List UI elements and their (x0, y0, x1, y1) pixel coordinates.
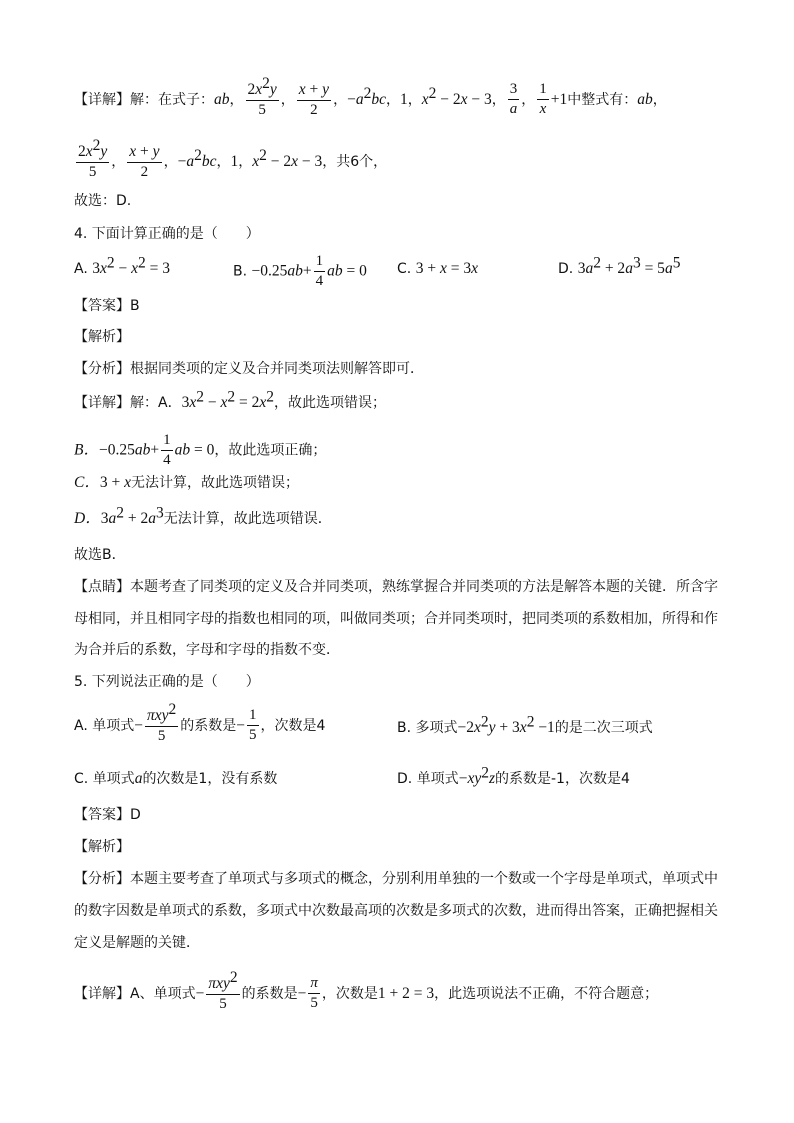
detail-mid: 中整式有： (567, 91, 638, 108)
q4-option-d: D. $3a^2 + 2a^3 = 5a^5$ (558, 254, 681, 277)
q4-xiangjie-a: 【详解】解：A．$3x^2 - x^2 = 2x^2$，故此选项错误； (74, 388, 386, 411)
q5-option-d: D. 单项式$-xy^2z$的系数是-1，次数是4 (397, 764, 630, 787)
q5-fenxi-1: 【分析】本题主要考查了单项式与多项式的概念，分别利用单独的一个数或一个字母是单项式，单项式中 (74, 871, 718, 887)
q5-answer: 【答案】D (74, 807, 141, 823)
q4-dianjing-1: 【点睛】本题考查了同类项的定义及合并同类项，熟练掌握合并同类项的方法是解答本题的关键．所含字 (74, 579, 718, 595)
q4-dianjing-2: 母相同，并且相同字母的指数也相同的项，叫做同类项；合并同类项时，把同类项的系数相加，所得和作 (74, 611, 718, 627)
fraction-2x2y-5: $\frac{2x^2y}{5}$ (247, 75, 277, 118)
q5-option-b: B. 多项式$-2x^2y + 3x^2 -1$的是二次三项式 (397, 713, 653, 736)
q3-choice: 故选：D. (74, 193, 132, 209)
detail-lead: 解：在式子： (130, 91, 214, 108)
q4-option-a: A. $3x^2 - x^2 = 3$ (74, 254, 171, 277)
q4-choice: 故选B． (74, 547, 126, 563)
detail-tail: ，共6个， (322, 153, 388, 170)
detail-tag: 【详解】 (74, 91, 130, 108)
q4-stem: 4. 下面计算正确的是（ ） (74, 226, 260, 242)
q5-fenxi-3: 定义是解题的关键． (74, 935, 200, 951)
q4-fenxi: 【分析】根据同类项的定义及合并同类项法则解答即可． (74, 361, 424, 377)
q4-answer: 【答案】B (74, 298, 140, 314)
q4-xiangjie-c: C．3 + x无法计算，故此选项错误； (74, 474, 299, 491)
fraction-3-a: $\frac{3}{a}$ (509, 81, 518, 118)
q5-stem: 5. 下列说法正确的是（ ） (74, 674, 260, 690)
q5-option-a: A. 单项式− $\frac{\pi xy^2}{5}$ 的系数是− $\frac{1}{5}$ ，次数是4 (74, 701, 326, 744)
q4-dianjing-3: 为合并后的系数，字母和字母的指数不变． (74, 642, 340, 658)
q4-xiangjie-b: B．−0.25ab+ $\frac{1}{4}$ ab = 0，故此选项正确； (74, 432, 327, 468)
q5-option-c: C. 单项式a的次数是1，没有系数 (74, 770, 278, 787)
fraction-1-x: $\frac{1}{x}$ (539, 81, 547, 118)
q3-detail-line-2: $\frac{2x^2y}{5}$ ， $\frac{x + y}{2}$ ，$-a^2bc$，1，$x^2 - 2x - 3$，共6个， (78, 137, 388, 180)
q3-detail-line-1: 【详解】解：在式子：ab， $\frac{2x^2y}{5}$ ， $\frac{x + y}{2}$ ，$-a^2bc$，1，$x^2 - 2x - 3$， $\frac{3}{a}$ ， $\frac{1}{x}$ +1中整式有：ab， (74, 75, 667, 118)
q4-xiangjie-d: D．$3a^2 + 2a^3$无法计算，故此选项错误． (74, 504, 332, 527)
q5-analysis-tag: 【解析】 (74, 839, 130, 855)
q5-xiangjie-a: 【详解】A、单项式− $\frac{\pi xy^2}{5}$ 的系数是− $\frac{\pi}{5}$ ，次数是1 + 2 = 3，此选项说法不正确，不符合题意； (74, 969, 659, 1012)
q4-analysis-tag: 【解析】 (74, 329, 130, 345)
q5-fenxi-2: 的数字因数是单项式的系数，多项式中次数最高项的次数是多项式的次数，进而得出答案，正确把握相关 (74, 903, 718, 919)
q4-option-b: B. −0.25ab+ $\frac{1}{4}$ ab = 0 (233, 253, 367, 289)
fraction-x-plus-y-2: $\frac{x + y}{2}$ (298, 81, 330, 118)
q4-option-c: C. 3 + x = 3x (397, 260, 478, 277)
